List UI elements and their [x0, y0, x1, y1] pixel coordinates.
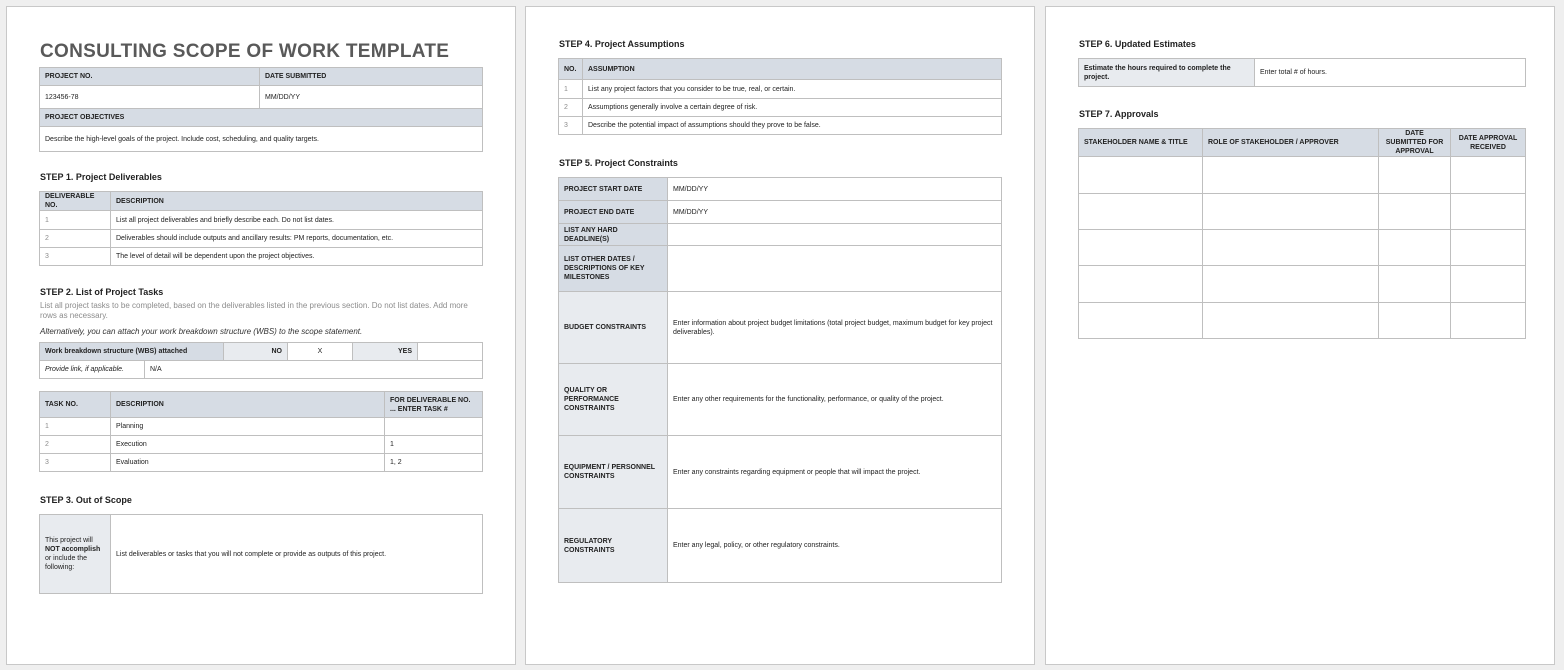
stakeholder-name-header: STAKEHOLDER NAME & TITLE [1079, 129, 1203, 157]
table-row [1079, 230, 1526, 266]
tasks-table [39, 391, 483, 472]
wbs-no-label: NO [224, 343, 288, 361]
date-submitted-field[interactable] [1379, 230, 1451, 266]
table-row [1079, 266, 1526, 303]
deliverable-no: 2 [40, 230, 111, 248]
stakeholder-name-field[interactable] [1079, 303, 1203, 339]
provide-link-label: Provide link, if applicable. [40, 361, 145, 379]
assumption-text[interactable]: Assumptions generally involve a certain degree of risk. [583, 99, 1002, 117]
table-row [40, 436, 483, 454]
project-no-field[interactable]: 123456-78 [40, 86, 260, 109]
quality-constraints-field[interactable]: Enter any other requirements for the functionality, performance, or quality of the project. [668, 364, 1002, 436]
page-3 [1045, 6, 1555, 665]
deliverable-no-header: DELIVERABLE NO. [40, 192, 111, 211]
table-row [559, 224, 1002, 246]
deliverable-no: 3 [40, 248, 111, 266]
table-row [559, 99, 1002, 117]
task-no: 1 [40, 418, 111, 436]
out-of-scope-label-line3: or include the following: [45, 555, 88, 571]
assumption-text[interactable]: List any project factors that you consider to be true, real, or certain. [583, 80, 1002, 99]
task-deliverable[interactable]: 1, 2 [385, 454, 483, 472]
estimate-hours-field[interactable]: Enter total # of hours. [1255, 59, 1526, 87]
deliverable-description[interactable]: Deliverables should include outputs and ancillary results: PM reports, documentation, etc. [111, 230, 483, 248]
date-received-field[interactable] [1451, 194, 1526, 230]
date-submitted-field[interactable] [1379, 194, 1451, 230]
task-description-header: DESCRIPTION [111, 392, 385, 418]
for-deliverable-header: FOR DELIVERABLE NO. ... ENTER TASK # [385, 392, 483, 418]
table-row [1079, 303, 1526, 339]
step7-title: STEP 7. Approvals [1079, 109, 1159, 119]
table-row [559, 117, 1002, 135]
date-submitted-header: DATE SUBMITTED FOR APPROVAL [1379, 129, 1451, 157]
project-objectives-label: PROJECT OBJECTIVES [40, 109, 483, 127]
deliverable-no: 1 [40, 211, 111, 230]
task-no: 2 [40, 436, 111, 454]
estimates-table [1078, 58, 1526, 87]
deliverable-description[interactable]: The level of detail will be dependent upon the project objectives. [111, 248, 483, 266]
project-objectives-field[interactable]: Describe the high-level goals of the project. Include cost, scheduling, and quality targets. [40, 127, 483, 152]
task-description[interactable]: Planning [111, 418, 385, 436]
hard-deadlines-label: LIST ANY HARD DEADLINE(S) [559, 224, 668, 246]
table-row [40, 418, 483, 436]
date-submitted-field[interactable] [1379, 266, 1451, 303]
date-received-header: DATE APPROVAL RECEIVED [1451, 129, 1526, 157]
table-row [559, 80, 1002, 99]
date-submitted-field[interactable] [1379, 303, 1451, 339]
regulatory-constraints-field[interactable]: Enter any legal, policy, or other regulatory constraints. [668, 509, 1002, 583]
document-title: CONSULTING SCOPE OF WORK TEMPLATE [40, 41, 450, 62]
task-deliverable[interactable]: 1 [385, 436, 483, 454]
budget-constraints-label: BUDGET CONSTRAINTS [559, 292, 668, 364]
out-of-scope-field[interactable]: List deliverables or tasks that you will not complete or provide as outputs of this project. [111, 515, 483, 594]
equipment-constraints-field[interactable]: Enter any constraints regarding equipment or people that will impact the project. [668, 436, 1002, 509]
date-submitted-field[interactable] [1379, 157, 1451, 194]
project-no-label: PROJECT NO. [40, 68, 260, 86]
hard-deadlines-field[interactable] [668, 224, 1002, 246]
date-received-field[interactable] [1451, 266, 1526, 303]
quality-constraints-label: QUALITY OR PERFORMANCE CONSTRAINTS [559, 364, 668, 436]
table-row [559, 201, 1002, 224]
milestones-label: LIST OTHER DATES / DESCRIPTIONS OF KEY MILESTONES [559, 246, 668, 292]
stakeholder-role-field[interactable] [1203, 266, 1379, 303]
step2-instructions: List all project tasks to be completed, based on the deliverables listed in the previous section. Do not list dates. Add more rows as necessary. [40, 301, 468, 320]
date-received-field[interactable] [1451, 303, 1526, 339]
estimate-hours-label: Estimate the hours required to complete the project. [1079, 59, 1255, 87]
page-2 [525, 6, 1035, 665]
assumption-no: 2 [559, 99, 583, 117]
task-deliverable[interactable] [385, 418, 483, 436]
project-header-table [39, 67, 483, 152]
assumption-header: ASSUMPTION [583, 59, 1002, 80]
out-of-scope-label [40, 515, 111, 594]
wbs-table [39, 342, 483, 379]
table-row [1079, 157, 1526, 194]
wbs-attached-label: Work breakdown structure (WBS) attached [40, 343, 224, 361]
wbs-no-checkbox[interactable]: X [288, 343, 353, 361]
page-1 [6, 6, 516, 665]
table-row [40, 211, 483, 230]
stakeholder-name-field[interactable] [1079, 157, 1203, 194]
stakeholder-name-field[interactable] [1079, 194, 1203, 230]
start-date-label: PROJECT START DATE [559, 178, 668, 201]
assumption-no-header: NO. [559, 59, 583, 80]
date-received-field[interactable] [1451, 157, 1526, 194]
description-header: DESCRIPTION [111, 192, 483, 211]
step3-title: STEP 3. Out of Scope [40, 495, 132, 505]
step6-title: STEP 6. Updated Estimates [1079, 39, 1196, 49]
regulatory-constraints-label: REGULATORY CONSTRAINTS [559, 509, 668, 583]
stakeholder-name-field[interactable] [1079, 230, 1203, 266]
assumption-text[interactable]: Describe the potential impact of assumptions should they prove to be false. [583, 117, 1002, 135]
stakeholder-role-field[interactable] [1203, 157, 1379, 194]
table-row [40, 454, 483, 472]
date-submitted-field[interactable]: MM/DD/YY [260, 86, 483, 109]
task-no-header: TASK NO. [40, 392, 111, 418]
start-date-field[interactable]: MM/DD/YY [668, 178, 1002, 201]
table-row [559, 436, 1002, 509]
step2-title: STEP 2. List of Project Tasks [40, 287, 164, 297]
wbs-yes-label: YES [353, 343, 418, 361]
stakeholder-role-header: ROLE OF STAKEHOLDER / APPROVER [1203, 129, 1379, 157]
deliverables-table [39, 191, 483, 266]
date-submitted-label: DATE SUBMITTED [260, 68, 483, 86]
equipment-constraints-label: EQUIPMENT / PERSONNEL CONSTRAINTS [559, 436, 668, 509]
assumptions-table [558, 58, 1002, 135]
out-of-scope-table [39, 514, 483, 594]
stakeholder-role-field[interactable] [1203, 194, 1379, 230]
wbs-link-field[interactable]: N/A [145, 361, 483, 379]
date-received-field[interactable] [1451, 230, 1526, 266]
assumption-no: 3 [559, 117, 583, 135]
budget-constraints-field[interactable]: Enter information about project budget limitations (total project budget, maximum budget for key project deliverables). [668, 292, 1002, 364]
table-row [40, 248, 483, 266]
end-date-field[interactable]: MM/DD/YY [668, 201, 1002, 224]
step5-title: STEP 5. Project Constraints [559, 158, 678, 168]
constraints-table [558, 177, 1002, 583]
task-description[interactable]: Execution [111, 436, 385, 454]
table-row [559, 246, 1002, 292]
milestones-field[interactable] [668, 246, 1002, 292]
task-description[interactable]: Evaluation [111, 454, 385, 472]
table-row [40, 230, 483, 248]
table-row [559, 364, 1002, 436]
table-row [559, 292, 1002, 364]
wbs-yes-checkbox[interactable] [418, 343, 483, 361]
stakeholder-role-field[interactable] [1203, 303, 1379, 339]
step2-alt-note: Alternatively, you can attach your work breakdown structure (WBS) to the scope statement. [40, 327, 363, 336]
step4-title: STEP 4. Project Assumptions [559, 39, 685, 49]
table-row [559, 509, 1002, 583]
table-row [1079, 194, 1526, 230]
out-of-scope-label-emphasis: NOT accomplish [45, 546, 101, 553]
end-date-label: PROJECT END DATE [559, 201, 668, 224]
step1-title: STEP 1. Project Deliverables [40, 172, 162, 182]
task-no: 3 [40, 454, 111, 472]
deliverable-description[interactable]: List all project deliverables and briefly describe each. Do not list dates. [111, 211, 483, 230]
approvals-table [1078, 128, 1526, 339]
stakeholder-role-field[interactable] [1203, 230, 1379, 266]
out-of-scope-label-line1: This project will [45, 537, 93, 544]
table-row [559, 178, 1002, 201]
assumption-no: 1 [559, 80, 583, 99]
stakeholder-name-field[interactable] [1079, 266, 1203, 303]
